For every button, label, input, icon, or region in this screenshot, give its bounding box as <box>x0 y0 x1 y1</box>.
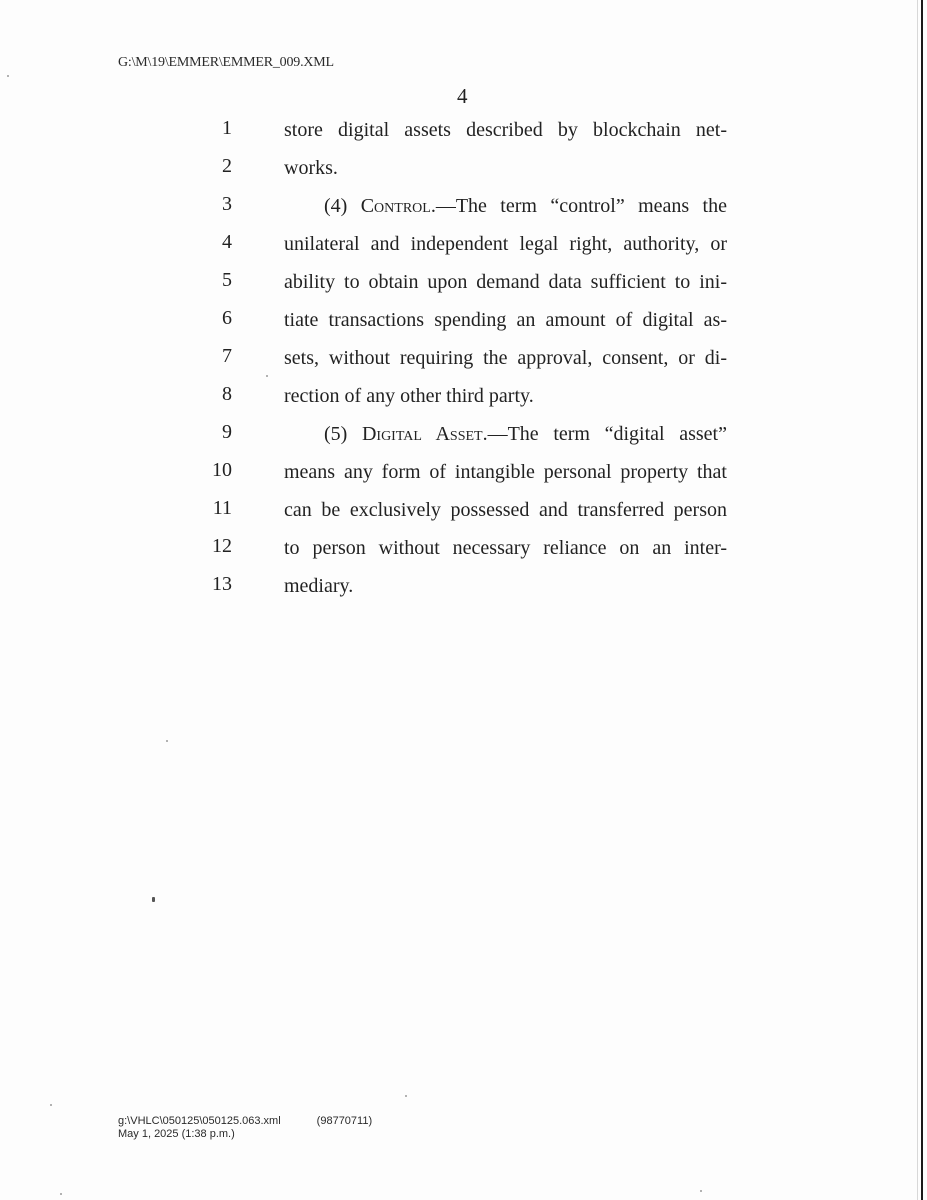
bill-line <box>0 264 927 302</box>
bill-line <box>0 340 927 378</box>
line-text <box>284 269 727 295</box>
line-text-segment: ability to obtain upon demand data sufficient to ini- <box>284 271 727 293</box>
defined-term-heading: Control <box>360 195 431 217</box>
line-text <box>284 345 727 371</box>
bill-line <box>0 492 927 530</box>
scan-speck <box>60 1193 62 1195</box>
bill-line <box>0 416 927 454</box>
file-path-header: G:\M\19\EMMER\EMMER_009.XML <box>118 55 334 70</box>
line-text <box>284 459 727 485</box>
bill-text-block <box>0 112 927 606</box>
footer-xml-row <box>118 1115 372 1128</box>
scan-speck <box>700 1190 702 1192</box>
line-text <box>284 117 727 143</box>
line-text <box>324 193 727 219</box>
footer-xml-path: g:\VHLC\050125\050125.063.xml <box>118 1115 281 1127</box>
line-text-segment: means any form of intangible personal property that <box>284 461 727 483</box>
scan-speck <box>266 375 268 377</box>
scan-speck <box>50 1104 52 1106</box>
line-number: 3 <box>222 193 232 215</box>
page-number: 4 <box>457 84 468 108</box>
line-number: 5 <box>222 269 232 291</box>
line-text <box>284 535 727 561</box>
bill-line <box>0 188 927 226</box>
line-text-segment: store digital assets described by blockchain net- <box>284 119 727 141</box>
line-text <box>284 573 727 599</box>
document-footer <box>118 1115 372 1141</box>
scan-speck <box>166 740 168 742</box>
defined-term-heading: Digital Asset <box>361 423 483 445</box>
line-text <box>284 231 727 257</box>
footer-date: May 1, 2025 (1:38 p.m.) <box>118 1128 235 1140</box>
line-text-segment: .—The term “control” means the <box>430 195 727 217</box>
line-number: 2 <box>222 155 232 177</box>
line-number: 4 <box>222 231 232 253</box>
line-text <box>284 155 727 181</box>
bill-line <box>0 112 927 150</box>
line-number: 13 <box>212 573 232 595</box>
line-text-segment: mediary. <box>284 575 354 597</box>
scan-edge-line <box>921 0 923 1200</box>
line-number: 11 <box>212 497 232 519</box>
scan-edge-shadow <box>917 0 918 1200</box>
footer-doc-code: (98770711) <box>316 1115 373 1127</box>
line-number: 9 <box>222 421 232 443</box>
line-text-segment: to person without necessary reliance on an inter- <box>284 537 727 559</box>
bill-line <box>0 302 927 340</box>
paragraph-number: (4) <box>324 195 361 217</box>
bill-line <box>0 226 927 264</box>
line-number: 10 <box>212 459 232 481</box>
bill-line <box>0 454 927 492</box>
line-text-segment: unilateral and independent legal right, authority, or <box>284 233 727 255</box>
line-text-segment: tiate transactions spending an amount of digital as- <box>284 309 727 331</box>
line-text-segment: works. <box>284 157 338 179</box>
line-text-segment: sets, without requiring the approval, consent, or di- <box>284 347 727 369</box>
line-text <box>284 383 727 409</box>
line-text-segment: .—The term “digital asset” <box>482 423 727 445</box>
scan-speck <box>7 75 9 77</box>
line-text-segment: rection of any other third party. <box>284 385 534 407</box>
line-text <box>284 307 727 333</box>
scan-speck <box>152 897 155 902</box>
line-number: 6 <box>222 307 232 329</box>
line-number: 7 <box>222 345 232 367</box>
line-number: 1 <box>222 117 232 139</box>
scan-speck <box>405 1095 407 1097</box>
line-text <box>284 497 727 523</box>
line-text-segment: can be exclusively possessed and transferred person <box>284 499 727 521</box>
paragraph-number: (5) <box>324 423 362 445</box>
bill-line <box>0 568 927 606</box>
line-text <box>324 421 727 447</box>
line-number: 12 <box>212 535 232 557</box>
line-number: 8 <box>222 383 232 405</box>
bill-line <box>0 530 927 568</box>
bill-line <box>0 150 927 188</box>
bill-line <box>0 378 927 416</box>
